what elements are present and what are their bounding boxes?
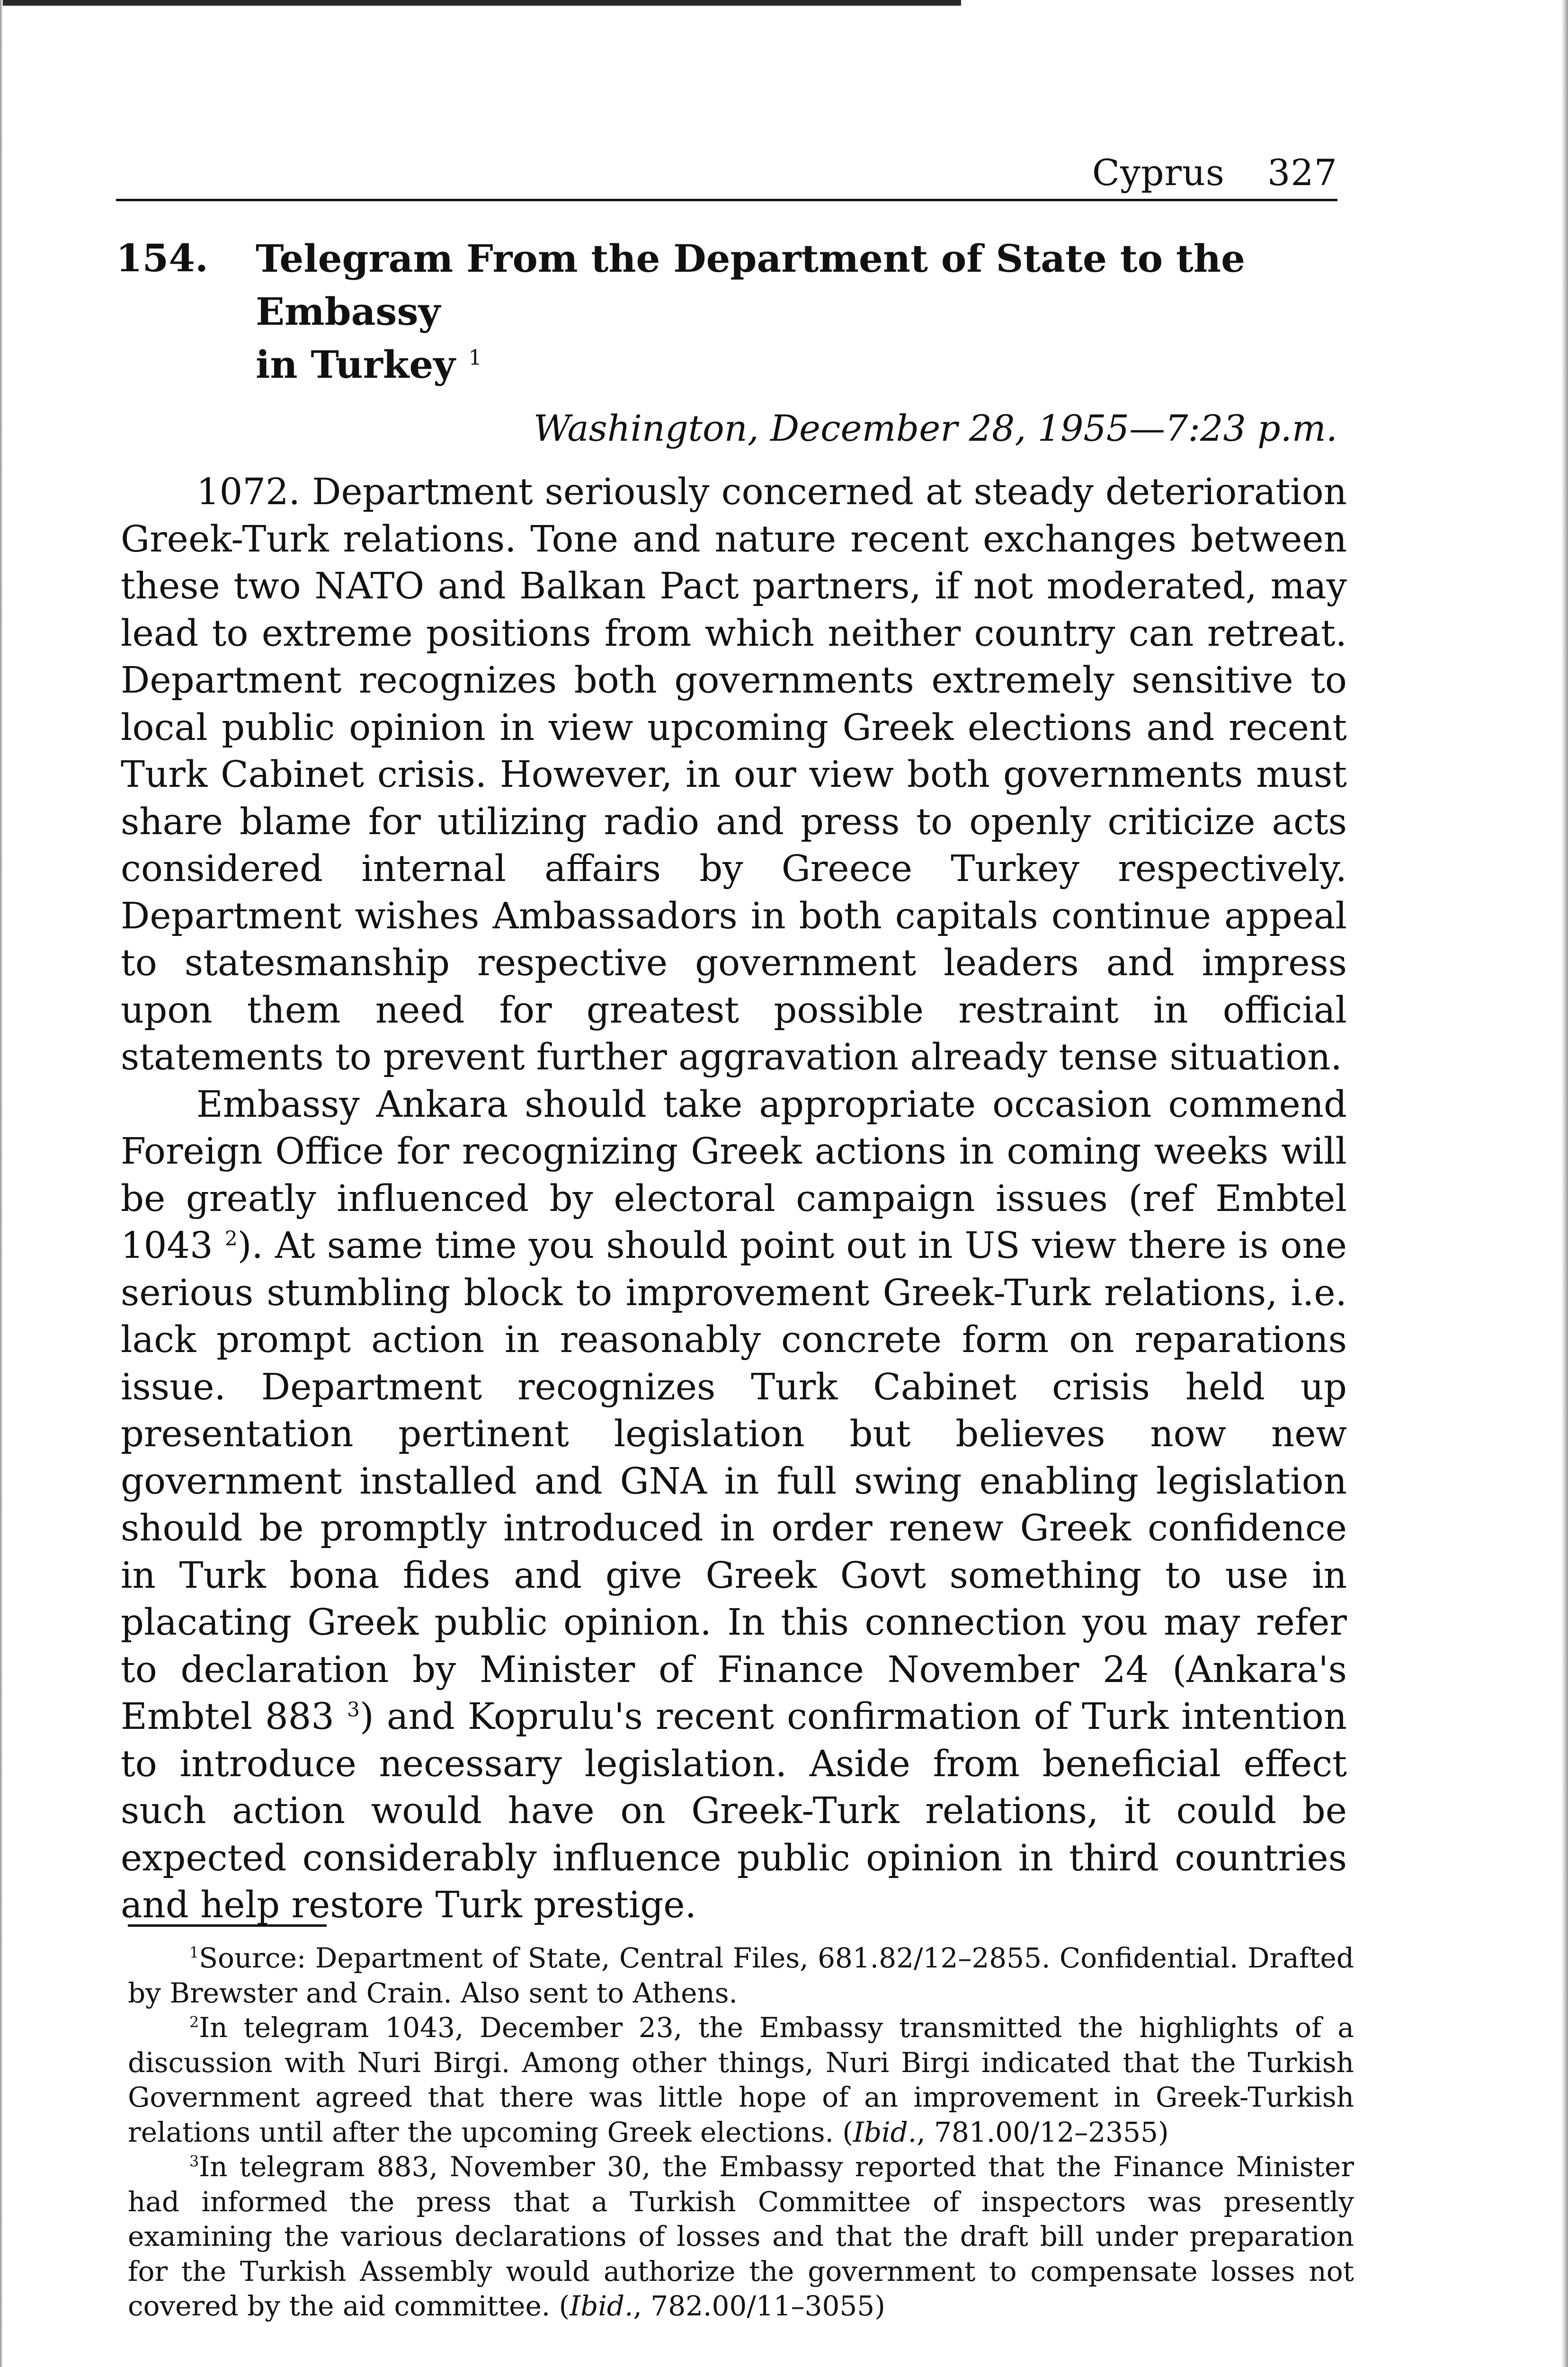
scan-edge-left	[0, 0, 3, 2367]
paragraph-2-part-c: ) and Koprulu's recent confirmation of Turk intention to introduce necessary legislation. Aside from beneficial effect such action would have on Greek-Turk relations, it could be expected considerably influence public opinion in third countries and help restore Turk prestige.	[121, 1696, 1347, 1926]
footnote-ref-1: 1	[468, 346, 482, 370]
footnote-1	[128, 1941, 1354, 2011]
footnotes	[128, 1941, 1354, 2324]
footnote-1-text: Source: Department of State, Central Files, 681.82/12–2855. Confidential. Drafted by Brewster and Crain. Also sent to Athens.	[128, 1942, 1354, 2009]
footnote-3-text: In telegram 883, November 30, the Embassy reported that the Finance Minister had informed the press that a Turkish Committee of inspectors was presently examining the various declarations of losses and that the draft bill under preparation for the Turkish Assembly would authorize the government to compensate losses not covered by the aid committee. (	[128, 2151, 1354, 2322]
paragraph-2-part-b: ). At same time you should point out in US view there is one serious stumbling block to improvement Greek-Turk relations, i.e. lack prompt action in reasonably concrete form on reparations issue. Department recognizes Turk Cabinet crisis held up presentation pertinent legislation but believes now new government installed and GNA in full swing enabling legislation should be promptly introduced in order renew Greek confidence in Turk bona fides and give Greek Govt something to use in placating Greek public opinion. In this connection you may refer to declaration by Minister of Finance November 24 (Ankara's Embtel 883	[121, 1225, 1347, 1738]
section-title: Cyprus	[1092, 151, 1225, 194]
footnote-2	[128, 2011, 1354, 2150]
title-line-1: Telegram From the Department of State to the Embassy	[256, 236, 1245, 334]
footnote-2-marker: 2	[189, 2013, 199, 2031]
footnote-ref-2: 2	[224, 1227, 238, 1250]
footnote-1-marker: 1	[189, 1943, 199, 1962]
footnote-2-ibid: Ibid.	[853, 2116, 917, 2148]
footnote-3-marker: 3	[189, 2152, 199, 2171]
paragraph-2	[121, 1081, 1347, 1929]
paragraph-2-part-a: Embassy Ankara should take appropriate occasion commend Foreign Office for recognizing Greek actions in coming weeks will be greatly influenced by electoral campaign issues (ref Embtel 1043	[121, 1083, 1347, 1267]
paragraph-1: 1072. Department seriously concerned at steady deterioration Greek-Turk relations. Tone and nature recent exchanges between these two NATO and Balkan Pact partners, if not moderated, may lead to extreme positions from which neither country can retreat. Department recognizes both governments extremely sensitive to local public opinion in view upcoming Greek elections and recent Turk Cabinet crisis. However, in our view both governments must share blame for utilizing radio and press to openly criticize acts considered internal affairs by Greece Turkey respectively. Department wishes Ambassadors in both capitals continue appeal to statesmanship respective government leaders and impress upon them need for greatest possible restraint in official statements to prevent further aggravation already tense situation.	[121, 471, 1347, 1078]
telegram-body	[121, 469, 1347, 1929]
page-header	[116, 142, 1337, 201]
footnote-3-ref: , 782.00/11–3055)	[633, 2290, 885, 2322]
scan-edge-top	[0, 0, 961, 6]
footnote-divider	[128, 1924, 327, 1927]
footnote-2-ref: , 781.00/12–2355)	[917, 2116, 1169, 2148]
footnote-ref-3: 3	[347, 1698, 360, 1721]
document-number: 154.	[116, 236, 208, 280]
footnote-3	[128, 2150, 1354, 2324]
dateline: Washington, December 28, 1955—7:23 p.m.	[533, 407, 1337, 449]
document-title	[256, 232, 1345, 391]
footnote-2-text: In telegram 1043, December 23, the Embassy transmitted the highlights of a discussion with Nuri Birgi. Among other things, Nuri Birgi indicated that the Turkish Government agreed that there was little hope of an improvement in Greek-Turkish relations until after the upcoming Greek elections. (	[128, 2011, 1354, 2148]
scan-edge-right	[1561, 0, 1568, 2367]
footnote-3-ibid: Ibid.	[570, 2290, 633, 2322]
title-line-2: in Turkey	[256, 342, 455, 387]
running-head	[1092, 151, 1337, 194]
page-number: 327	[1267, 151, 1337, 194]
